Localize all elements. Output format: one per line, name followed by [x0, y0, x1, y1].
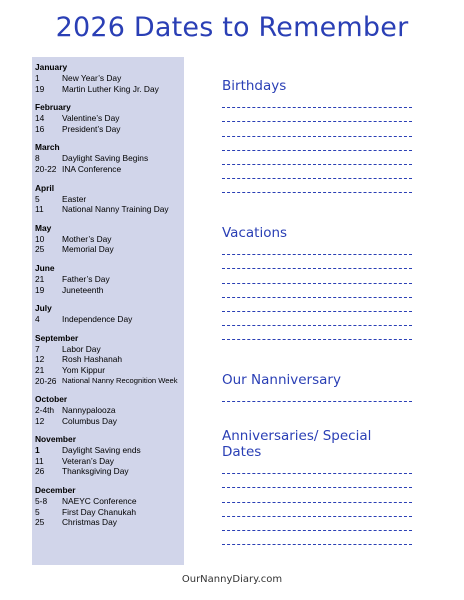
- month-name: March: [35, 142, 60, 153]
- write-in-line[interactable]: [222, 339, 412, 340]
- month-block: [35, 142, 184, 174]
- event-date: 20-22: [35, 163, 57, 174]
- write-in-line[interactable]: [222, 164, 412, 165]
- write-in-line[interactable]: [222, 502, 412, 503]
- month-name: December: [35, 485, 76, 496]
- month-block: [35, 102, 184, 134]
- event-name: Daylight Saving Begins: [62, 153, 149, 164]
- write-in-line[interactable]: [222, 136, 412, 137]
- event-name: Christmas Day: [62, 517, 117, 528]
- event-row: [35, 354, 184, 365]
- month-block: [35, 263, 184, 295]
- section-our-nanniversary: [222, 372, 412, 402]
- month-name: February: [35, 102, 71, 113]
- write-in-line[interactable]: [222, 401, 412, 402]
- event-date: 10: [35, 233, 45, 244]
- section-title: Our Nanniversary: [222, 372, 341, 388]
- event-name: Martin Luther King Jr. Day: [62, 83, 159, 94]
- event-name: Juneteenth: [62, 284, 104, 295]
- event-row: [35, 376, 184, 387]
- event-name: Memorial Day: [62, 244, 114, 255]
- event-date: 11: [35, 455, 44, 466]
- event-date: 7: [35, 343, 40, 354]
- month-block: [35, 223, 184, 255]
- month-block: [35, 485, 184, 528]
- event-name: President’s Day: [62, 123, 121, 134]
- write-in-line[interactable]: [222, 487, 412, 488]
- event-row: [35, 405, 184, 416]
- event-row: [35, 314, 184, 325]
- event-date: 11: [35, 204, 44, 215]
- month-name: June: [35, 262, 55, 273]
- event-date: 19: [35, 284, 45, 295]
- event-row: [35, 445, 184, 456]
- section-vacations: [222, 225, 412, 340]
- event-date: 26: [35, 466, 45, 477]
- event-date: 5: [35, 506, 40, 517]
- section-title: Vacations: [222, 225, 288, 241]
- write-in-line[interactable]: [222, 473, 412, 474]
- page-title: 2026 Dates to Remember: [55, 12, 409, 43]
- section-title: Birthdays: [222, 78, 287, 94]
- month-block: [35, 394, 184, 426]
- event-date: 2-4th: [35, 405, 55, 416]
- event-name: Labor Day: [62, 343, 101, 354]
- event-date: 12: [35, 354, 45, 365]
- event-date: 12: [35, 415, 45, 426]
- write-in-line[interactable]: [222, 297, 412, 298]
- month-name: July: [35, 303, 52, 314]
- event-name: NAEYC Conference: [62, 496, 137, 507]
- section-birthdays: [222, 78, 412, 193]
- event-row: [35, 285, 184, 296]
- event-name: New Year’s Day: [62, 73, 122, 83]
- event-row: [35, 344, 184, 355]
- event-row: [35, 113, 184, 124]
- event-date: 25: [35, 244, 45, 255]
- event-date: 20-26: [35, 375, 57, 386]
- month-name: October: [35, 394, 68, 405]
- event-name: Easter: [62, 193, 87, 204]
- month-name: November: [35, 434, 76, 445]
- event-name: Rosh Hashanah: [62, 354, 123, 365]
- event-date: 8: [35, 153, 40, 164]
- write-in-line[interactable]: [222, 544, 412, 545]
- event-date: 4: [35, 314, 40, 325]
- event-date: 1: [35, 445, 40, 456]
- event-date: 5-8: [35, 496, 48, 507]
- event-date: 1: [35, 73, 40, 83]
- write-in-line[interactable]: [222, 311, 412, 312]
- month-block: [35, 434, 184, 477]
- write-in-line[interactable]: [222, 325, 412, 326]
- event-row: [35, 496, 184, 507]
- section-anniversaries-special-dates: [222, 428, 412, 545]
- event-row: [35, 84, 184, 95]
- event-row: [35, 153, 184, 164]
- event-date: 14: [35, 113, 45, 124]
- event-row: [35, 517, 184, 528]
- event-date: 25: [35, 517, 45, 528]
- event-row: [35, 456, 184, 467]
- event-row: [35, 244, 184, 255]
- event-name: Yom Kippur: [62, 364, 105, 375]
- event-row: [35, 194, 184, 205]
- event-name: Nannypalooza: [62, 405, 116, 416]
- month-block: [35, 183, 184, 215]
- event-name: National Nanny Training Day: [62, 204, 169, 215]
- event-name: Veteran’s Day: [62, 455, 114, 466]
- write-in-line[interactable]: [222, 530, 412, 531]
- month-name: September: [35, 332, 79, 343]
- calendar-sidebar: [32, 57, 184, 565]
- write-in-line[interactable]: [222, 121, 412, 122]
- write-in-line[interactable]: [222, 192, 412, 193]
- event-row: [35, 466, 184, 477]
- month-name: May: [35, 222, 52, 233]
- event-name: First Day Chanukah: [62, 506, 137, 517]
- month-block: [35, 62, 184, 94]
- event-name: Independence Day: [62, 314, 133, 325]
- event-name: Father’s Day: [62, 273, 110, 284]
- event-date: 19: [35, 83, 45, 94]
- month-block: [35, 333, 184, 386]
- event-name: Mother’s Day: [62, 233, 112, 244]
- month-name: January: [35, 62, 68, 72]
- write-in-line[interactable]: [222, 254, 412, 255]
- event-row: [35, 73, 184, 84]
- write-in-line[interactable]: [222, 268, 412, 269]
- event-date: 16: [35, 123, 45, 134]
- section-title: Anniversaries/ Special Dates: [222, 428, 372, 460]
- footer-website: OurNannyDiary.com: [181, 574, 283, 585]
- month-name: April: [35, 182, 55, 193]
- event-row: [35, 507, 184, 518]
- event-row: [35, 416, 184, 427]
- event-row: [35, 365, 184, 376]
- write-in-line[interactable]: [222, 283, 412, 284]
- event-name: Thanksgiving Day: [62, 466, 129, 477]
- event-row: [35, 164, 184, 175]
- write-in-line[interactable]: [222, 107, 412, 108]
- event-name: Columbus Day: [62, 415, 117, 426]
- event-name: INA Conference: [62, 163, 122, 174]
- event-row: [35, 274, 184, 285]
- event-name: Daylight Saving ends: [62, 445, 141, 456]
- event-name: National Nanny Recognition Week: [62, 375, 178, 385]
- write-in-line[interactable]: [222, 150, 412, 151]
- write-in-line[interactable]: [222, 178, 412, 179]
- event-date: 21: [35, 364, 45, 375]
- write-in-line[interactable]: [222, 516, 412, 517]
- event-row: [35, 124, 184, 135]
- month-block: [35, 303, 184, 325]
- event-name: Valentine’s Day: [62, 113, 120, 124]
- event-row: [35, 204, 184, 215]
- event-date: 5: [35, 193, 40, 204]
- event-row: [35, 234, 184, 245]
- event-date: 21: [35, 273, 45, 284]
